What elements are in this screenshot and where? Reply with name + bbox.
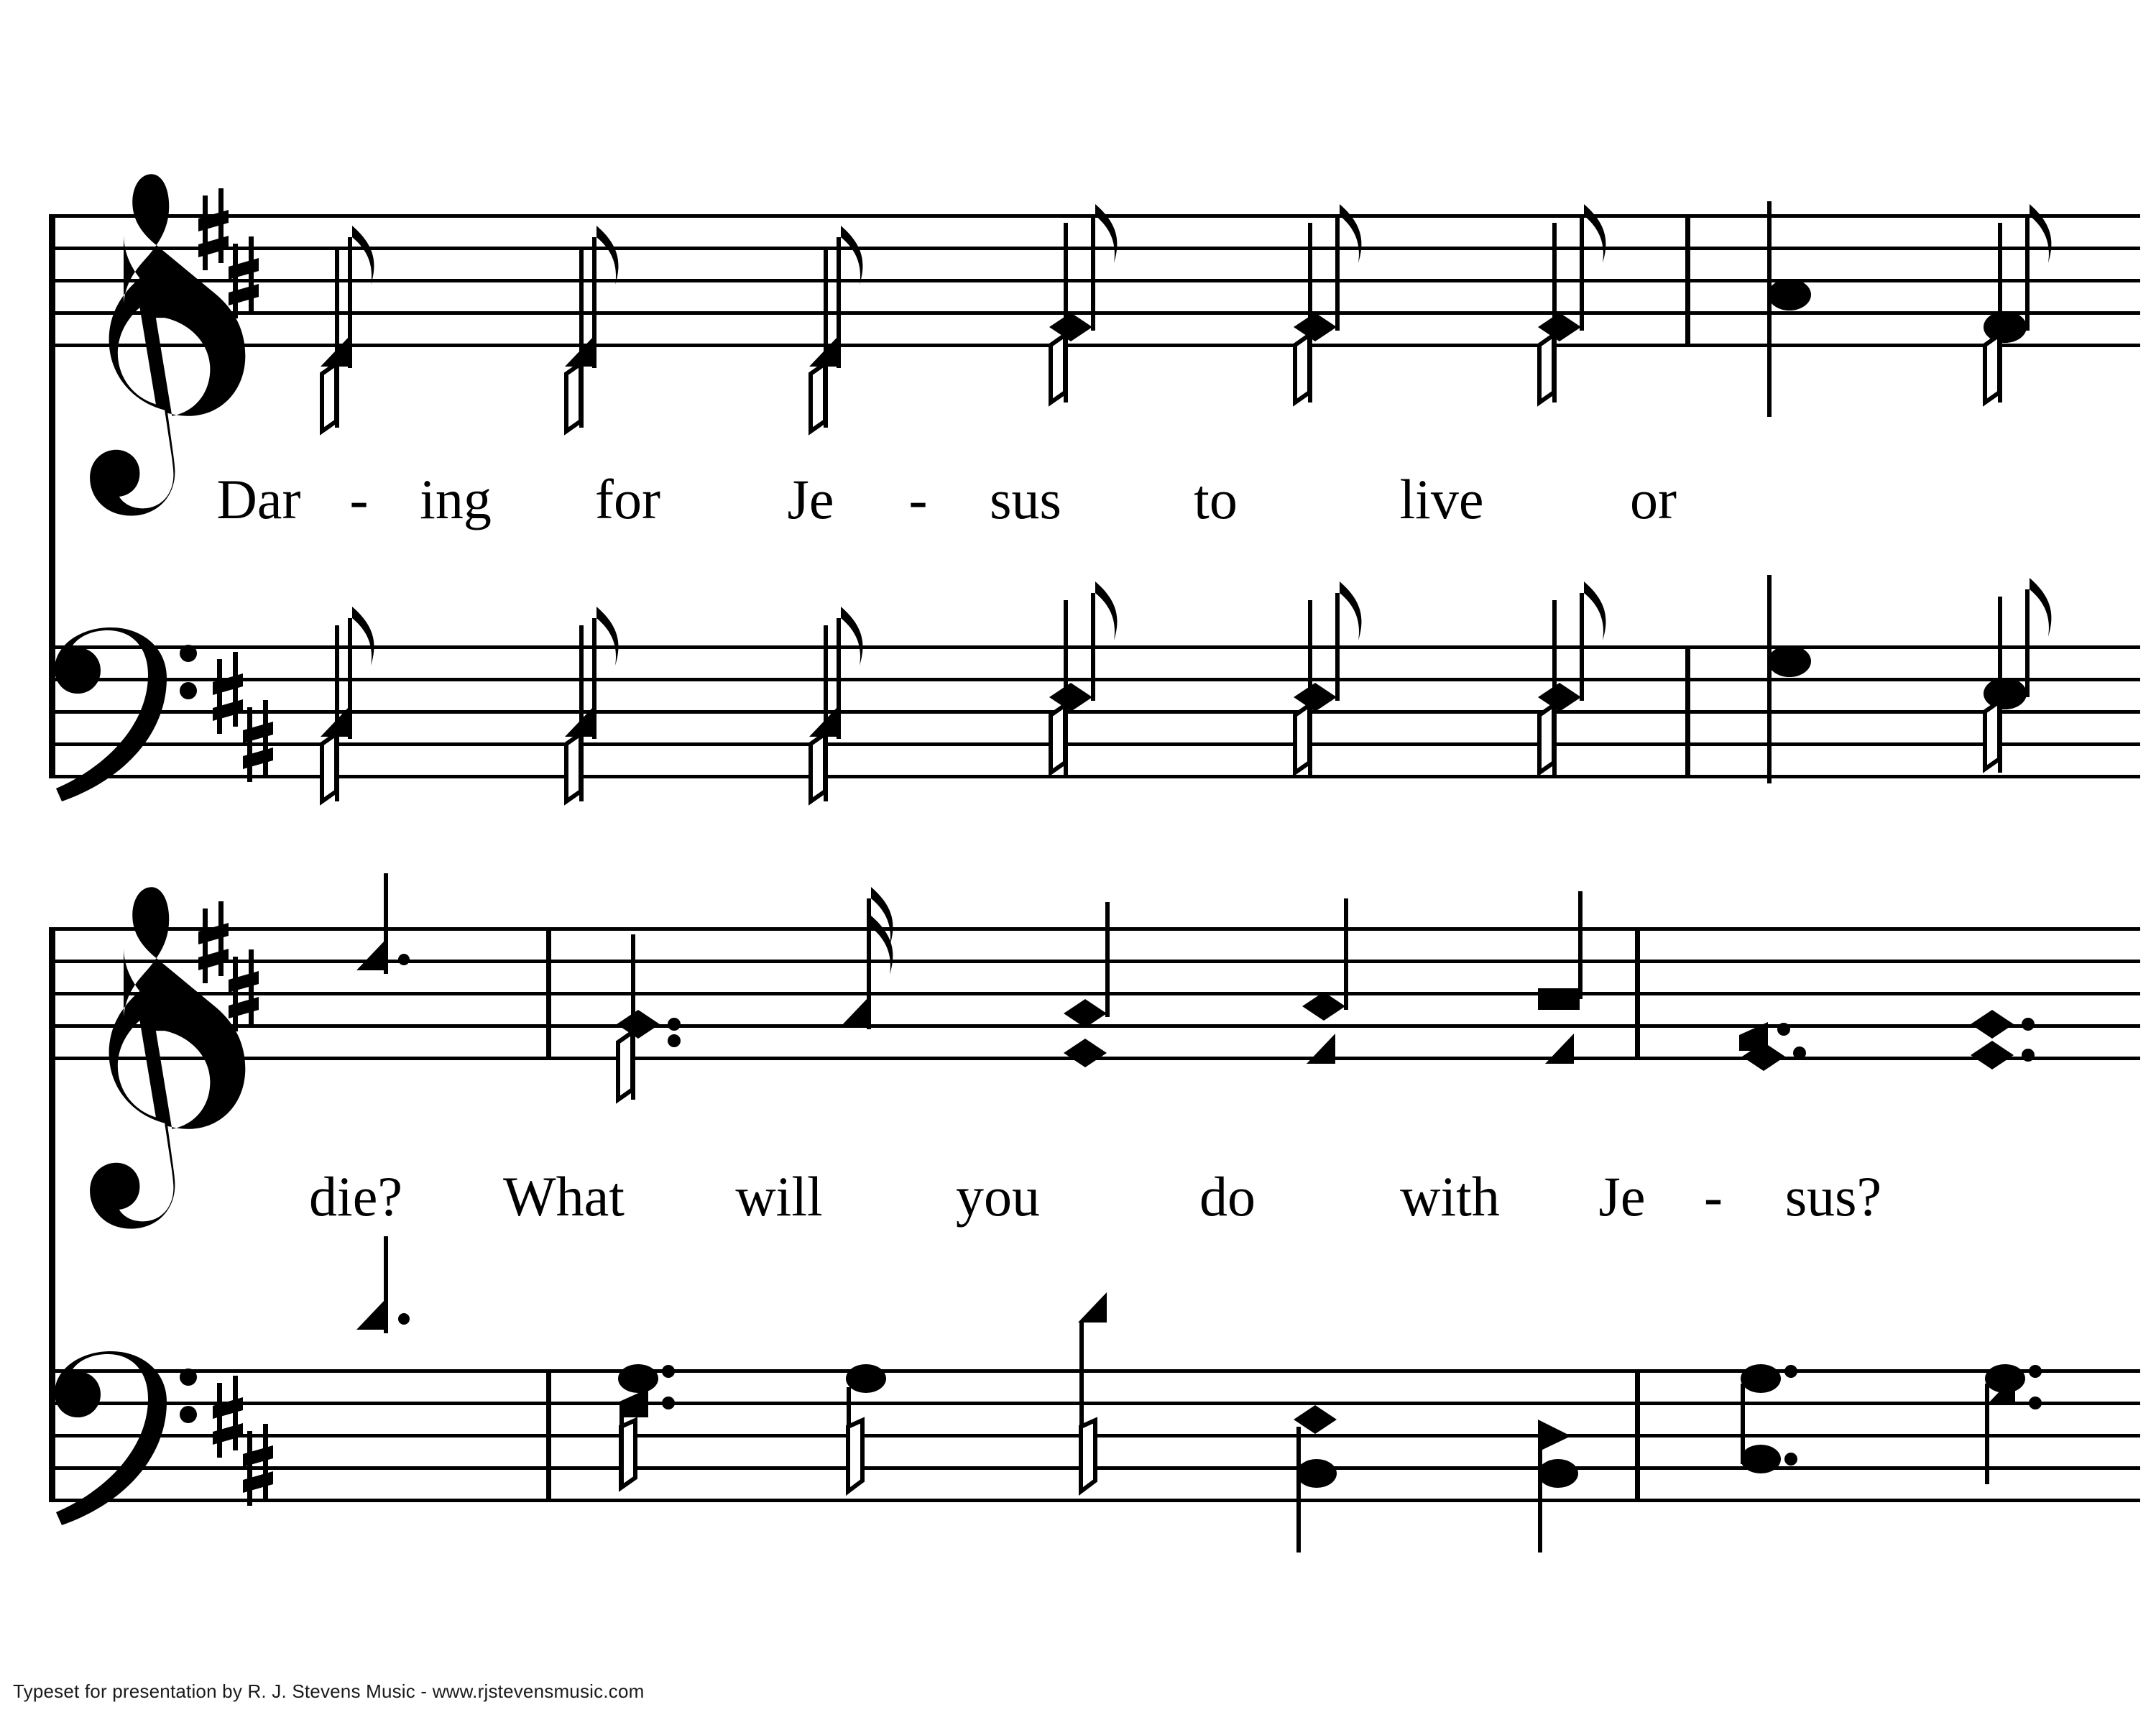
note-group: [846, 1364, 886, 1491]
lyric-hyphen: -: [349, 468, 369, 530]
note-group: [1741, 1364, 1797, 1473]
note-group: [321, 226, 374, 431]
note-group: [1049, 204, 1117, 402]
note-group: [1984, 204, 2051, 402]
lyric-syllable: What: [503, 1165, 625, 1228]
barline: [1685, 645, 1690, 778]
note-group: [1767, 201, 1811, 417]
key-signature-bass-1: [213, 652, 273, 782]
lyric-syllable: die?: [309, 1165, 402, 1228]
note-group: [617, 934, 681, 1100]
note-group: [1985, 1364, 2042, 1484]
lyrics-line-1: [0, 467, 2156, 532]
note-group: [356, 873, 410, 974]
lyric-syllable: Dar: [216, 468, 301, 530]
note-group: [565, 226, 618, 431]
note-group: [1971, 1010, 2035, 1070]
note-group: [839, 887, 893, 1029]
note-group: [1294, 1405, 1337, 1552]
note-group: [1739, 1022, 1806, 1071]
note-group: [356, 1236, 410, 1333]
note-group: [1302, 898, 1348, 1064]
treble-staff-2: [49, 927, 2140, 1060]
lyric-syllable: live: [1399, 468, 1484, 530]
lyric-hyphen: -: [1704, 1165, 1723, 1228]
note-group: [1294, 204, 1361, 402]
barline: [1685, 214, 1690, 347]
note-group: [1078, 1292, 1107, 1491]
key-signature-bass-2: [213, 1376, 273, 1506]
lyric-syllable: or: [1630, 468, 1677, 530]
lyric-syllable: for: [595, 468, 660, 530]
barline: [1635, 927, 1640, 1060]
lyric-syllable: sus?: [1784, 1165, 1882, 1228]
lyric-syllable: will: [735, 1165, 823, 1228]
note-group: [1538, 204, 1606, 402]
lyric-syllable: Je: [787, 468, 834, 530]
lyric-syllable: ing: [420, 468, 492, 530]
barline: [546, 927, 551, 1060]
lyric-syllable: to: [1194, 468, 1238, 530]
note-group: [1538, 891, 1583, 1064]
note-group: [809, 226, 862, 431]
lyric-syllable: with: [1400, 1165, 1500, 1228]
lyric-syllable: do: [1199, 1165, 1256, 1228]
typeset-credit: Typeset for presentation by R. J. Stevens Music - www.rjstevensmusic.com: [13, 1680, 645, 1702]
note-group: [809, 607, 862, 801]
barline: [546, 1369, 551, 1502]
note-group: [1064, 902, 1110, 1067]
note-group: [321, 607, 374, 801]
lyric-syllable: you: [956, 1165, 1040, 1228]
note-group: [565, 607, 618, 801]
lyric-syllable: sus: [990, 468, 1061, 530]
lyric-hyphen: -: [908, 468, 928, 530]
note-group: [1538, 1420, 1578, 1552]
lyric-syllable: Je: [1598, 1165, 1646, 1228]
lyrics-line-2: [0, 1164, 2156, 1229]
barline: [1635, 1369, 1640, 1502]
